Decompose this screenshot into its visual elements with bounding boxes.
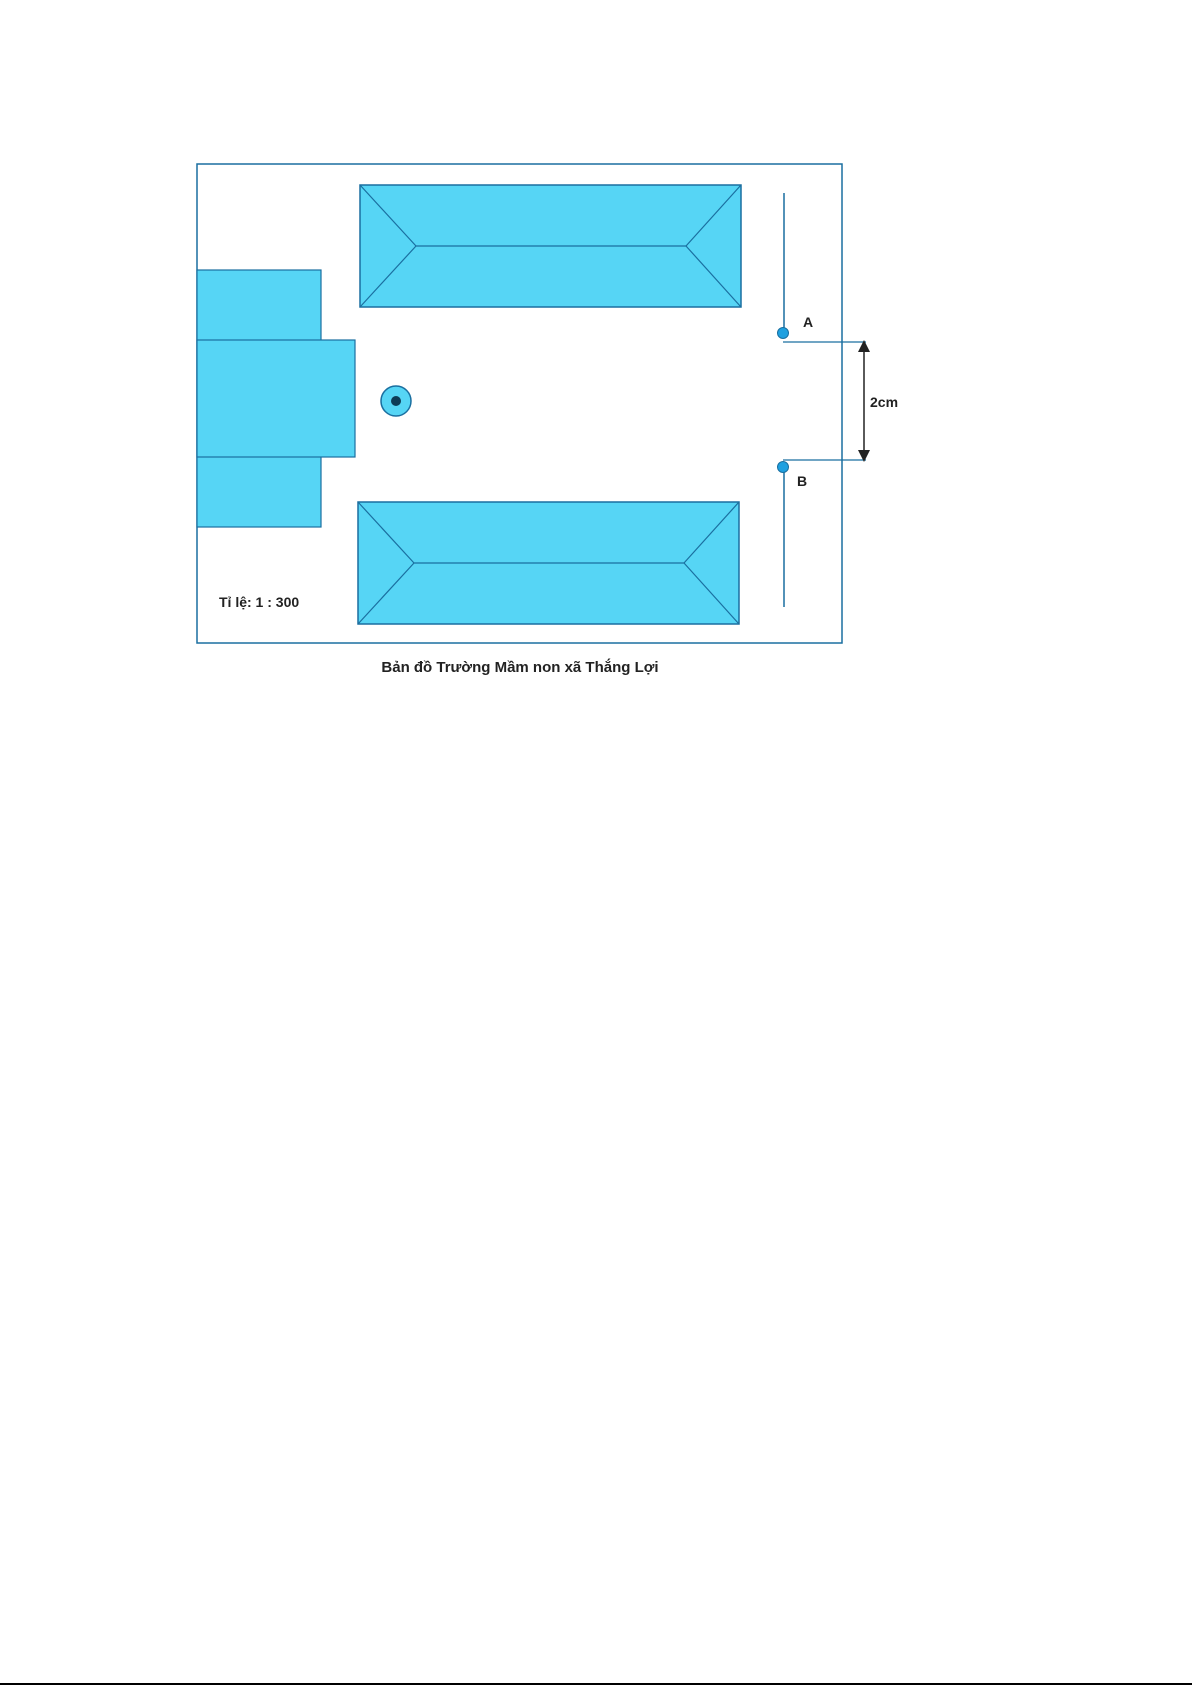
scale-label: Tỉ lệ: 1 : 300 <box>219 594 300 610</box>
map-caption: Bản đồ Trường Mầm non xã Thắng Lợi <box>381 659 659 676</box>
point-a-label: A <box>803 314 814 330</box>
point-b-label: B <box>797 473 808 489</box>
distance-label: 2cm <box>870 394 899 410</box>
point-a <box>778 328 789 339</box>
point-b <box>778 462 789 473</box>
top-building <box>360 185 741 307</box>
bottom-building <box>358 502 739 624</box>
flagpole-marker <box>381 386 411 416</box>
